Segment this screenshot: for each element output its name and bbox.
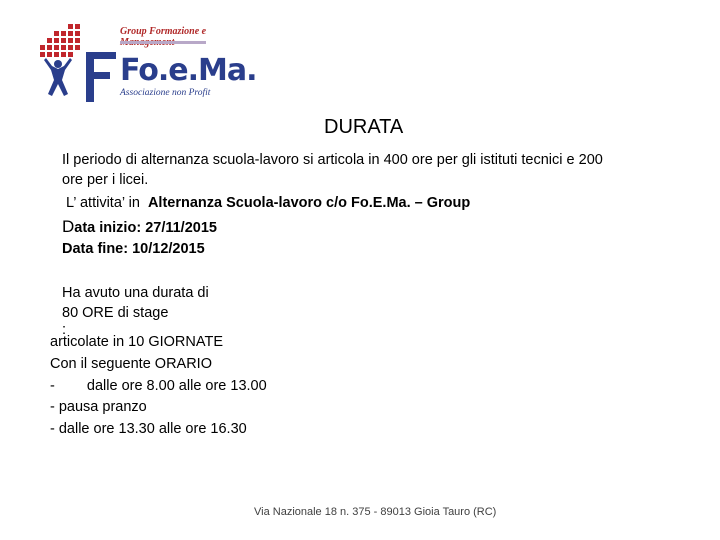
start-date-first-letter: D	[62, 217, 75, 236]
activity-prefix: L’ attivita’ in	[66, 195, 140, 211]
end-date-value: 10/12/2015	[132, 241, 205, 257]
duration-line-3: articolate in 10 GIORNATE	[50, 334, 223, 350]
intro-line-2: ore per i licei.	[62, 172, 149, 188]
end-date	[62, 241, 205, 257]
logo-group-text: Group Formazione e	[120, 26, 207, 37]
start-date-label-rest: ata inizio:	[74, 220, 142, 236]
duration-line-1: Ha avuto una durata di	[62, 285, 209, 301]
logo-association-text: Associazione non Profit	[120, 88, 211, 98]
duration-colon: :	[62, 322, 67, 338]
schedule-item-1-dash: -	[50, 378, 55, 394]
logo-mark-icon	[38, 22, 118, 104]
logo-divider	[120, 41, 206, 44]
logo	[38, 22, 257, 104]
footer-address: Via Nazionale 18 n. 375 - 89013 Gioia Tauro (RC)	[254, 506, 497, 518]
logo-name: Fo.e.Ma.	[120, 53, 257, 88]
schedule-item-1	[50, 378, 267, 394]
schedule-item-3: - dalle ore 13.30 alle ore 16.30	[50, 421, 247, 437]
activity-value: Alternanza Scuola-lavoro c/o Fo.E.Ma. – Group	[147, 195, 471, 211]
schedule-item-1-text: dalle ore 8.00 alle ore 13.00	[86, 378, 267, 394]
schedule-heading: Con il seguente ORARIO	[50, 356, 212, 372]
page-title: DURATA	[324, 116, 404, 138]
end-date-label: Data fine:	[62, 241, 129, 257]
start-date-value: 27/11/2015	[145, 220, 217, 236]
activity-line	[66, 195, 470, 211]
start-date	[62, 217, 217, 237]
intro-line-1: Il periodo di alternanza scuola-lavoro si articola in 400 ore per gli istituti tecnici e 200	[62, 152, 603, 168]
schedule-item-2: - pausa pranzo	[50, 399, 147, 415]
duration-line-2: 80 ORE di stage	[62, 305, 169, 321]
